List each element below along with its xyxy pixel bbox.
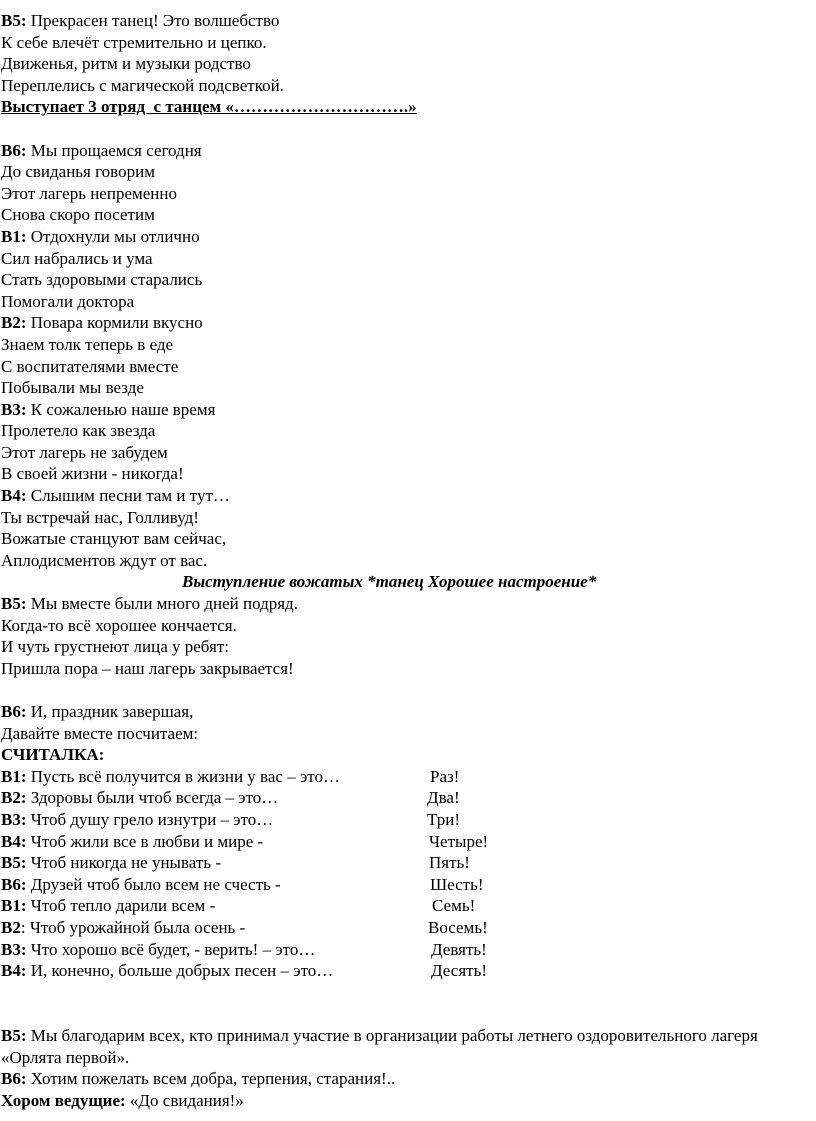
speaker-label: В5: (1, 1025, 27, 1045)
counting-row: В3: Что хорошо всё будет, - верить! – это… Девять! (1, 939, 487, 959)
verse-line: В2: Повара кормили вкусно (1, 313, 203, 333)
count-answer: Шесть! (430, 874, 484, 894)
verse-line: В своей жизни - никогда! (1, 464, 184, 484)
speaker-label: В3: (1, 809, 27, 829)
counting-row: В2: Здоровы были чтоб всегда – это… Два! (1, 788, 460, 808)
verse-line: Давайте вместе посчитаем: (1, 723, 199, 743)
verse-line: Переплелись с магической подсветкой. (1, 75, 284, 95)
speaker-label: Хором ведущие: (1, 1090, 126, 1110)
verse-line: Побывали мы везде (1, 378, 144, 398)
speaker-label: В2 (1, 917, 21, 937)
document-page (1, 10, 807, 1111)
speaker-label: В5: (1, 11, 27, 30)
speaker-label: В6: (1, 140, 27, 160)
speaker-label: В6: (1, 874, 27, 894)
verse-line: Знаем толк теперь в еде (1, 334, 174, 354)
verse-line: В6: Мы прощаемся сегодня (1, 140, 202, 160)
verse-line: В5: Мы вместе были много дней подряд. (1, 594, 298, 614)
speaker-label: В4: (1, 486, 27, 506)
speaker-label: В1: (1, 226, 27, 246)
speaker-label: В3: (1, 939, 27, 959)
chorus-line: Хором ведущие: «До свидания!» (1, 1090, 244, 1110)
verse-line: Этот лагерь не забудем (1, 442, 168, 462)
counting-row: В2: Чтоб урожайной была осень - Восемь! (1, 917, 488, 937)
counting-row: В1: Пусть всё получится в жизни у вас – это… Раз! (1, 766, 460, 786)
count-answer: Семь! (432, 896, 476, 916)
verse-line: С воспитателями вместе (1, 356, 179, 376)
speaker-label: В5: (1, 594, 27, 614)
count-answer: Два! (427, 788, 460, 808)
wish-line: В6: Хотим пожелать всем добра, терпения, старания!.. (1, 1069, 396, 1089)
verse-line: Снова скоро посетим (1, 205, 155, 225)
count-answer: Восемь! (428, 917, 488, 937)
speaker-label: В1: (1, 896, 27, 916)
announcement-counselors-dance: Выступление вожатых *танец Хорошее настроение* (182, 572, 597, 592)
verse-line: Стать здоровыми старались (1, 270, 203, 290)
speaker-label: В2: (1, 788, 27, 808)
verse-line: Вожатые станцуют вам сейчас, (1, 529, 227, 549)
count-answer: Девять! (431, 939, 487, 959)
speaker-label: В4: (1, 831, 27, 851)
verse-line: В5: Прекрасен танец! Это волшебство (1, 11, 280, 30)
verse-line: Аплодисментов ждут от вас. (1, 550, 208, 570)
counting-row: В4: Чтоб жили все в любви и мире - Четыре! (1, 831, 489, 851)
count-answer: Четыре! (429, 831, 489, 851)
speaker-label: В6: (1, 1069, 27, 1089)
thanks-paragraph: В5: Мы благодарим всех, кто принимал участие в организации работы летнего оздоровительного лагеря «Орлята первой». (1, 1025, 758, 1067)
counting-row: В3: Чтоб душу грело изнутри – это… Три! (1, 809, 460, 829)
speaker-label: В6: (1, 702, 27, 721)
counting-title: СЧИТАЛКА: (1, 745, 105, 765)
count-answer: Раз! (430, 766, 460, 786)
count-answer: Три! (427, 809, 460, 829)
verse-line: В4: Слышим песни там и тут… (1, 486, 230, 506)
verse-line: Пришла пора – наш лагерь закрывается! (1, 658, 294, 678)
speaker-label: В2: (1, 313, 27, 333)
verse-line: До свиданья говорим (1, 162, 155, 182)
counting-row: В1: Чтоб тепло дарили всем - Семь! (1, 896, 476, 916)
verse-line: Помогали доктора (1, 291, 135, 311)
counting-row: В4: И, конечно, больше добрых песен – это… Десять! (1, 961, 487, 981)
counting-row: В6: Друзей чтоб было всем не счесть - Шесть! (1, 874, 484, 894)
verse-line: Этот лагерь непременно (1, 183, 177, 203)
verse-line: Пролетело как звезда (1, 421, 156, 441)
verse-line: Сил набрались и ума (1, 248, 153, 268)
verse-line: В6: И, праздник завершая, (1, 702, 194, 721)
count-answer: Десять! (431, 961, 487, 981)
verse-line: Движенья, ритм и музыки родство (1, 54, 251, 74)
speaker-label: В4: (1, 961, 27, 981)
speaker-label: В5: (1, 853, 27, 873)
verse-line: В3: К сожаленью наше время (1, 399, 216, 419)
speaker-label: В3: (1, 399, 27, 419)
verse-line: В1: Отдохнули мы отлично (1, 226, 200, 246)
verse-line: К себе влечёт стремительно и цепко. (1, 32, 267, 52)
speaker-label: В1: (1, 766, 27, 786)
verse-line: И чуть грустнеют лица у ребят: (1, 637, 229, 657)
announcement-dance-squad-3: Выступает 3 отряд с танцем «………………………….» (1, 97, 417, 117)
counting-row: В5: Чтоб никогда не унывать - Пять! (1, 853, 470, 873)
verse-line: Ты встречай нас, Голливуд! (1, 507, 199, 527)
count-answer: Пять! (429, 853, 470, 873)
verse-line: Когда-то всё хорошее кончается. (1, 615, 237, 635)
